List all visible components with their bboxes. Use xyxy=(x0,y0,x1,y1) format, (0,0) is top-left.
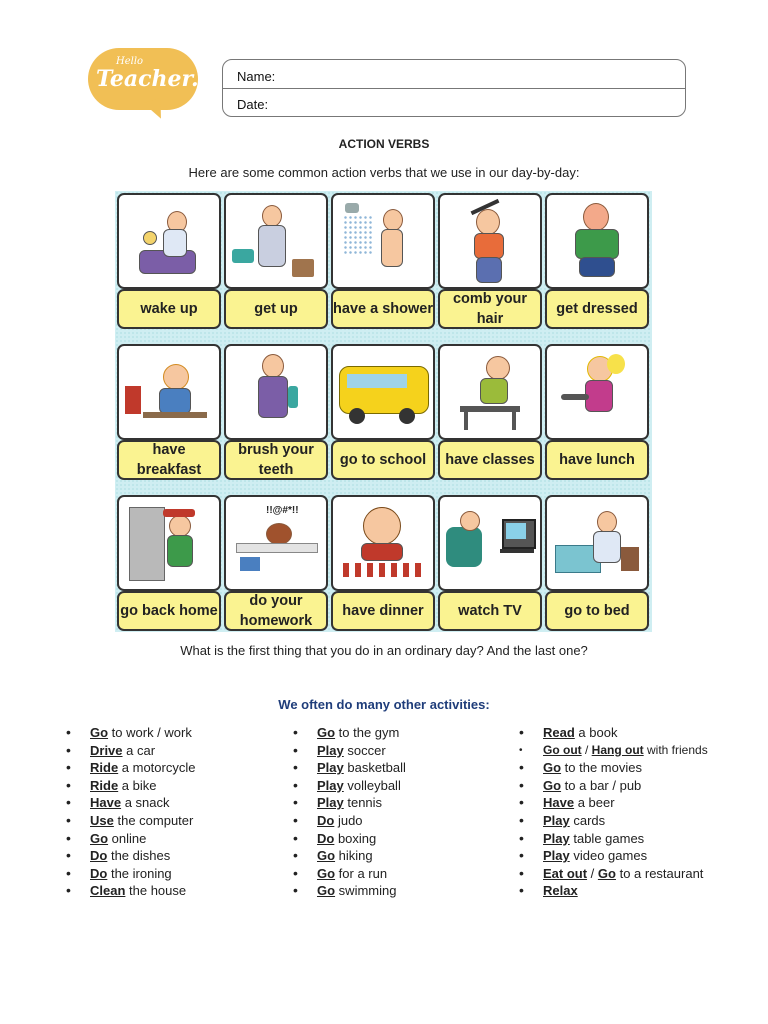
card-label: have lunch xyxy=(545,440,649,480)
list-item-verb: Have xyxy=(543,795,575,811)
action-verbs-grid xyxy=(115,191,652,632)
list-item-verb: Do xyxy=(317,812,335,828)
have-dinner-illustration xyxy=(331,495,435,591)
list-item xyxy=(293,759,406,777)
go-to-school-illustration xyxy=(331,344,435,440)
activities-subtitle: We often do many other activities: xyxy=(278,697,490,712)
list-item xyxy=(293,865,406,883)
page-title: ACTION VERBS xyxy=(338,137,430,151)
list-item xyxy=(66,794,195,812)
list-item-verb: Relax xyxy=(543,883,578,899)
name-label[interactable]: Name: xyxy=(237,69,276,84)
activities-column-1 xyxy=(66,724,195,900)
list-item xyxy=(519,742,708,760)
list-item-rest: video games xyxy=(569,848,648,864)
list-item-rest: to work / work xyxy=(108,725,192,740)
list-item-rest: basketball xyxy=(343,760,406,776)
list-item-verb: Play xyxy=(543,848,570,864)
list-item-verb-2: Go xyxy=(597,865,616,881)
card-label: go to bed xyxy=(545,591,649,631)
list-item-verb: Play xyxy=(543,830,570,846)
list-item-verb: Ride xyxy=(90,777,119,793)
hello-teacher-logo xyxy=(88,48,200,120)
list-item xyxy=(66,865,195,883)
list-item-rest: for a run xyxy=(335,865,388,881)
list-item-rest: judo xyxy=(334,812,363,828)
list-item-rest: a book xyxy=(574,725,618,740)
name-date-divider xyxy=(223,88,685,89)
list-item xyxy=(66,830,195,848)
list-item-rest: boxing xyxy=(334,830,377,846)
list-item-separator: / xyxy=(587,865,598,881)
card-label: have breakfast xyxy=(117,440,221,480)
list-item xyxy=(519,759,708,777)
go-to-bed-illustration xyxy=(545,495,649,591)
list-item xyxy=(519,882,708,900)
list-item-verb: Do xyxy=(90,865,108,881)
watch-tv-illustration xyxy=(438,495,542,591)
brush-your-teeth-illustration xyxy=(224,344,328,440)
list-item-verb: Play xyxy=(543,812,570,828)
list-item xyxy=(293,794,406,812)
have-breakfast-illustration xyxy=(117,344,221,440)
list-item xyxy=(293,882,406,900)
card-label: comb your hair xyxy=(438,289,542,329)
activities-column-3 xyxy=(519,724,708,900)
logo-line1: Hello xyxy=(116,56,144,67)
list-item xyxy=(66,882,195,900)
list-item-verb: Play xyxy=(317,795,344,811)
list-item-verb: Read xyxy=(543,725,575,740)
list-item-verb-2: Hang out xyxy=(591,742,644,757)
card-label: watch TV xyxy=(438,591,542,631)
list-item xyxy=(293,830,406,848)
date-label[interactable]: Date: xyxy=(237,97,269,112)
list-item-rest: the house xyxy=(125,883,187,899)
have-a-shower-illustration xyxy=(331,193,435,289)
list-item-verb: Go xyxy=(317,865,336,881)
list-item-verb: Go out xyxy=(543,742,582,757)
list-item-rest: a car xyxy=(122,742,156,758)
list-item-verb: Go xyxy=(543,760,562,776)
comb-your-hair-illustration xyxy=(438,193,542,289)
card-label: wake up xyxy=(117,289,221,329)
list-item-rest: a beer xyxy=(574,795,615,811)
list-item xyxy=(519,830,708,848)
list-item xyxy=(293,777,406,795)
list-item-rest: to a restaurant xyxy=(615,865,704,881)
name-date-box xyxy=(222,59,686,117)
list-item xyxy=(293,742,406,760)
list-item xyxy=(66,777,195,795)
list-item-rest: volleyball xyxy=(343,777,401,793)
card-label: go back home xyxy=(117,591,221,631)
list-item-rest: online xyxy=(108,830,147,846)
list-item-rest: the computer xyxy=(113,812,194,828)
card-label: get dressed xyxy=(545,289,649,329)
list-item-verb: Go xyxy=(317,848,336,864)
have-classes-illustration xyxy=(438,344,542,440)
list-item-rest: cards xyxy=(569,812,606,828)
list-item-verb: Have xyxy=(90,795,122,811)
list-item-rest: soccer xyxy=(343,742,386,758)
get-dressed-illustration xyxy=(545,193,649,289)
list-item-verb: Go xyxy=(317,725,336,740)
card-label: have a shower xyxy=(331,289,435,329)
list-item-verb: Play xyxy=(317,742,344,758)
list-item xyxy=(66,759,195,777)
list-item-rest: a bike xyxy=(118,777,157,793)
list-item-rest: table games xyxy=(569,830,645,846)
list-item-verb: Go xyxy=(90,830,109,846)
intro-text: Here are some common action verbs that we use in our day-by-day: xyxy=(188,165,580,180)
card-label: have dinner xyxy=(331,591,435,631)
logo-line2: Teacher. xyxy=(96,66,199,92)
question-text: What is the first thing that you do in an ordinary day? And the last one? xyxy=(180,643,588,658)
card-label: have classes xyxy=(438,440,542,480)
list-item xyxy=(519,812,708,830)
list-item xyxy=(66,812,195,830)
list-item xyxy=(519,865,708,883)
list-item-rest: to a bar / pub xyxy=(561,777,642,793)
card-label: brush your teeth xyxy=(224,440,328,480)
list-item xyxy=(66,847,195,865)
list-item-verb: Do xyxy=(317,830,335,846)
list-item-rest: to the gym xyxy=(335,725,400,740)
list-item xyxy=(293,724,406,742)
wake-up-illustration xyxy=(117,193,221,289)
go-back-home-illustration xyxy=(117,495,221,591)
list-item-verb: Go xyxy=(543,777,562,793)
list-item xyxy=(293,812,406,830)
list-item-rest: swimming xyxy=(335,883,397,899)
list-item xyxy=(519,724,708,742)
list-item xyxy=(519,794,708,812)
list-item-verb: Go xyxy=(317,883,336,899)
list-item-verb: Go xyxy=(90,725,109,740)
list-item xyxy=(66,724,195,742)
list-item-rest: a motorcycle xyxy=(118,760,196,776)
have-lunch-illustration xyxy=(545,344,649,440)
list-item xyxy=(293,847,406,865)
card-label: do your homework xyxy=(224,591,328,631)
list-item-verb: Eat out xyxy=(543,865,588,881)
list-item-rest: to the movies xyxy=(561,760,642,776)
list-item-verb: Play xyxy=(317,777,344,793)
list-item-verb: Drive xyxy=(90,742,123,758)
card-label: go to school xyxy=(331,440,435,480)
list-item-rest: a snack xyxy=(121,795,170,811)
activities-column-2 xyxy=(293,724,406,900)
list-item-verb: Play xyxy=(317,760,344,776)
list-item-verb: Use xyxy=(90,812,114,828)
list-item-rest: tennis xyxy=(343,795,383,811)
list-item-rest: hiking xyxy=(335,848,373,864)
list-item-verb: Clean xyxy=(90,883,126,899)
list-item xyxy=(519,777,708,795)
list-item-rest: the ironing xyxy=(107,865,172,881)
list-item-separator: / xyxy=(581,742,592,757)
list-item xyxy=(519,847,708,865)
card-label: get up xyxy=(224,289,328,329)
do-your-homework-illustration: !!@#*!! xyxy=(224,495,328,591)
list-item-verb: Ride xyxy=(90,760,119,776)
get-up-illustration xyxy=(224,193,328,289)
list-item xyxy=(66,742,195,760)
list-item-rest: with friends xyxy=(643,742,708,757)
list-item-verb: Do xyxy=(90,848,108,864)
list-item-rest: the dishes xyxy=(107,848,171,864)
